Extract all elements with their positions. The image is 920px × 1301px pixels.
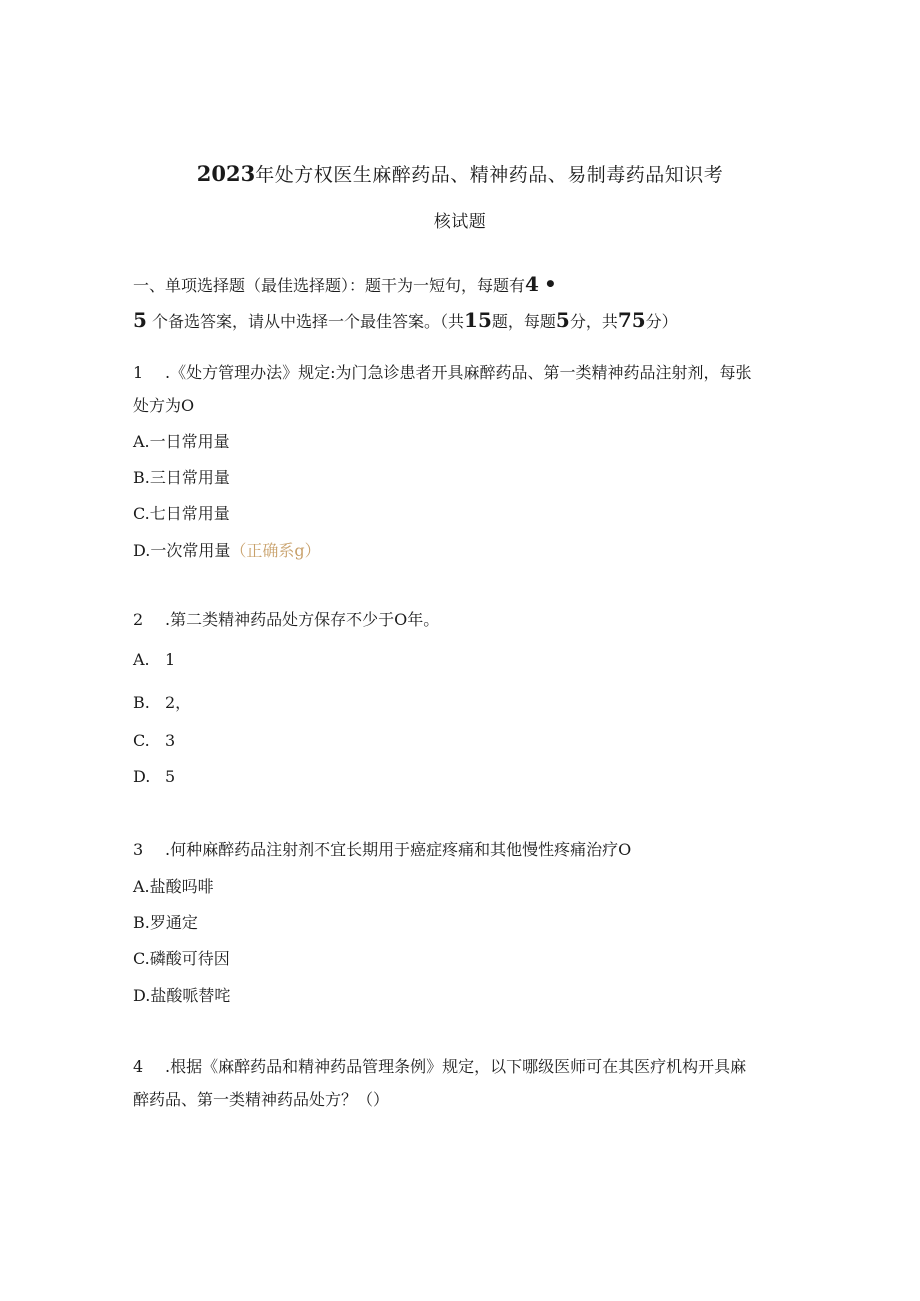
question-2-option-d[interactable] [133, 767, 175, 786]
section-num-1: 4 [525, 272, 539, 296]
question-1-option-d[interactable] [133, 538, 321, 561]
section-num-d: 75 [617, 308, 646, 332]
title-text: 年处方权医生麻醉药品、精神药品、易制毒药品知识考 [255, 164, 724, 186]
question-stem: .《处方管理办法》规定:为门急诊患者开具麻醉药品、第一类精神药品注射剂，每张 [165, 363, 752, 382]
question-1-option-b[interactable]: B.三日常用量 [133, 468, 230, 487]
option-d-text: D.一次常用量 [133, 541, 231, 560]
section-header-line1 [133, 272, 557, 296]
question-1-stem-line1 [133, 360, 751, 383]
option-letter: D. [133, 767, 151, 786]
document-title-line1 [0, 160, 920, 187]
section-header-line2 [133, 308, 678, 332]
question-1-option-a[interactable]: A.一日常用量 [133, 432, 230, 451]
question-stem: .何种麻醉药品注射剂不宜长期用于癌症疼痛和其他慢性疼痛治疗O [165, 840, 632, 859]
section-num-a: 5 [133, 308, 147, 332]
section-text-c: 分，共 [569, 312, 618, 331]
section-bullet: • [544, 272, 557, 296]
section-num-c: 5 [555, 308, 570, 332]
option-letter: B. [133, 693, 150, 712]
question-number: 1 [133, 363, 144, 382]
question-2-option-b[interactable] [133, 690, 191, 713]
section-text-d: 分） [645, 312, 678, 331]
question-2-option-a[interactable] [133, 650, 175, 669]
section-text-b: 题，每题 [491, 312, 556, 331]
question-number: 3 [133, 840, 144, 859]
option-value: 2， [165, 693, 192, 712]
question-number: 4 [133, 1057, 144, 1076]
question-1-option-c[interactable]: C.七日常用量 [133, 504, 230, 523]
title-year: 2023 [196, 161, 256, 186]
question-3-stem [133, 837, 631, 860]
question-3-option-b[interactable]: B.罗通定 [133, 913, 198, 932]
question-1-stem-line2: 处方为O [133, 396, 195, 415]
question-3-option-a[interactable]: A.盐酸吗啡 [133, 877, 214, 896]
section-text-1: 一、单项选择题（最佳选择题）：题干为一短句，每题有 [133, 276, 526, 295]
question-stem: .根据《麻醉药品和精神药品管理条例》规定，以下哪级医师可在其医疗机构开具麻 [165, 1057, 747, 1076]
section-num-b: 15 [464, 308, 492, 332]
question-4-stem-line1 [133, 1054, 746, 1077]
option-value: 5 [165, 767, 176, 786]
option-letter: A. [133, 650, 150, 669]
option-value: 1 [165, 650, 176, 669]
option-letter: C. [133, 731, 150, 750]
question-stem: .第二类精神药品处方保存不少于O年。 [165, 610, 440, 629]
option-value: 3 [165, 731, 176, 750]
section-text-a: 个备选答案，请从中选择一个最佳答案。（共 [152, 312, 465, 331]
question-3-option-c[interactable]: C.磷酸可待因 [133, 949, 230, 968]
question-4-stem-line2: 醉药品、第一类精神药品处方？（） [133, 1090, 390, 1109]
answer-note: （正确系g） [230, 541, 321, 560]
question-number: 2 [133, 610, 144, 629]
document-title-line2: 核试题 [433, 212, 487, 232]
question-3-option-d[interactable]: D.盐酸哌替咤 [133, 986, 231, 1005]
question-2-stem [133, 607, 439, 630]
question-2-option-c[interactable] [133, 731, 175, 750]
